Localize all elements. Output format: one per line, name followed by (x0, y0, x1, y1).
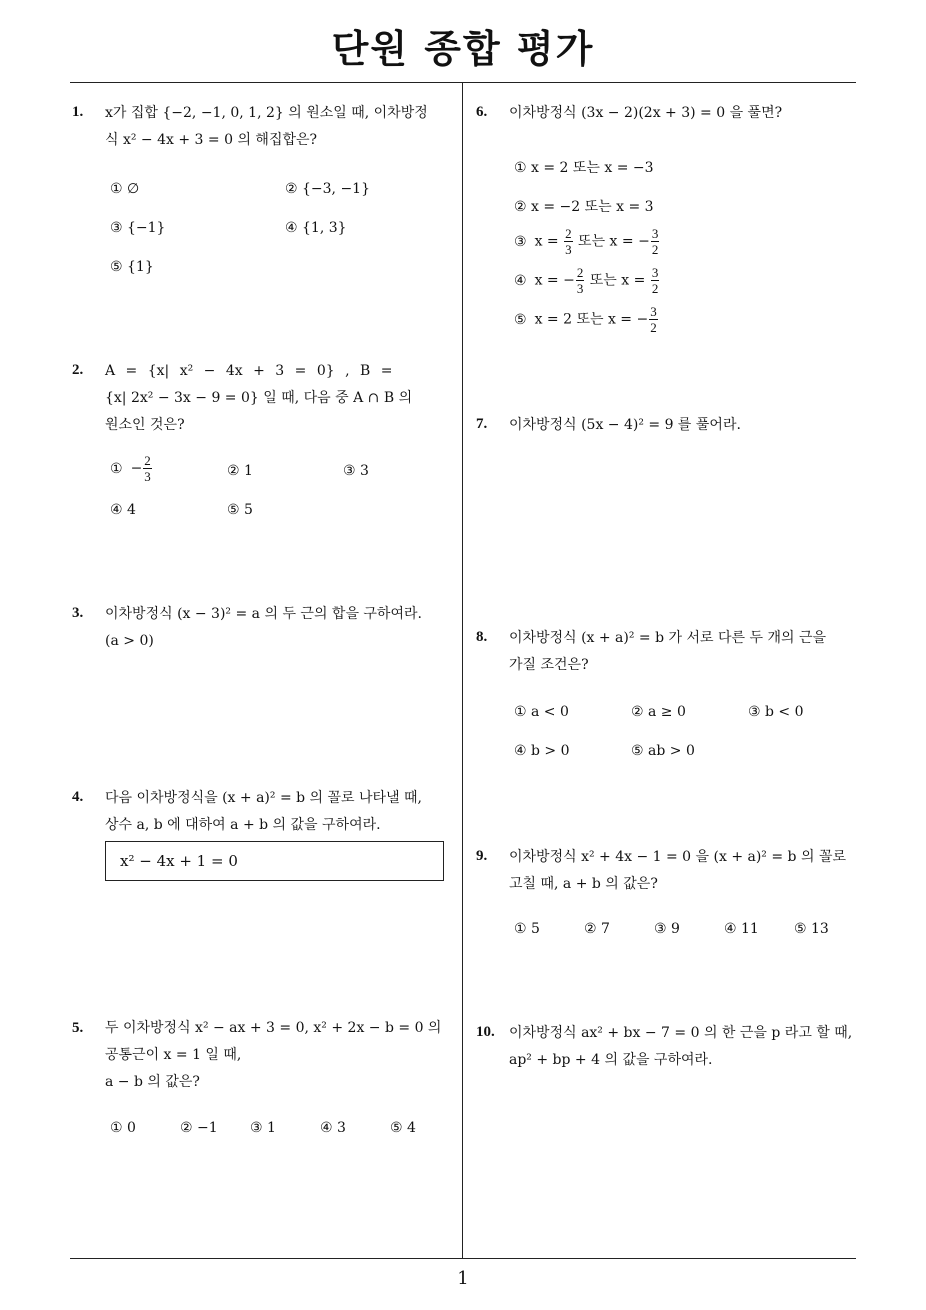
q1-choice-4[interactable]: ④ {1, 3} (285, 220, 347, 236)
question-3-number: 3. (72, 605, 84, 621)
q9-choice-2[interactable]: ② 7 (584, 921, 610, 937)
question-1-number: 1. (72, 104, 84, 120)
question-2-number: 2. (72, 362, 84, 378)
question-5-line-1: 두 이차방정식 x² − ax + 3 = 0, x² + 2x − b = 0 의 (105, 1020, 442, 1036)
q8-choice-1[interactable]: ① a < 0 (514, 704, 569, 720)
page-title: 단원 종합 평가 (331, 27, 595, 71)
question-5-text (105, 1015, 457, 1096)
fraction-numerator: 3 (650, 304, 657, 319)
q1-choice-5[interactable]: ⑤ {1} (110, 259, 154, 275)
question-1-line-2: 식 x² − 4x + 3 = 0 의 해집합은? (105, 132, 318, 148)
fraction-numerator: 3 (651, 226, 659, 241)
q5-choice-2[interactable]: ② −1 (180, 1120, 218, 1136)
fraction-numerator: 3 (651, 265, 659, 280)
q6-choice-1[interactable]: ① x = 2 또는 x = −3 (514, 160, 654, 176)
question-1-line-1: x가 집합 {−2, −1, 0, 1, 2} 의 원소일 때, 이차방정 (105, 105, 428, 121)
question-5-number: 5. (72, 1020, 84, 1036)
question-6-line-1: 이차방정식 (3x − 2)(2x + 3) = 0 을 풀면? (509, 105, 783, 121)
q6-choice-3-fraction-2 (651, 226, 660, 257)
q5-choice-5[interactable]: ⑤ 4 (390, 1120, 416, 1136)
question-8-line-2: 가질 조건은? (509, 657, 589, 673)
q1-choice-3[interactable]: ③ {−1} (110, 220, 166, 236)
q2-choice-1-fraction (143, 453, 152, 484)
question-9-text (509, 844, 861, 898)
q6-choice-5-lhs: x = 2 또는 x = − (534, 311, 649, 328)
q6-choice-4-lhs: x = − (534, 272, 575, 289)
q8-choice-3[interactable]: ③ b < 0 (748, 704, 804, 720)
q6-choice-4-mid: 또는 x = (589, 272, 646, 289)
question-6-number: 6. (476, 104, 488, 120)
question-3-line-2: (a > 0) (105, 633, 154, 649)
question-9-line-1: 이차방정식 x² + 4x − 1 = 0 을 (x + a)² = b 의 꼴로 (509, 849, 846, 865)
fraction-denominator: 3 (565, 242, 572, 257)
q9-choice-3[interactable]: ③ 9 (654, 921, 680, 937)
question-3-line-1: 이차방정식 (x − 3)² = a 의 두 근의 합을 구하여라. (105, 606, 422, 622)
question-8-text (509, 625, 861, 679)
q2-choice-1-sign: − (130, 460, 143, 477)
q6-choice-4-fraction-1 (576, 265, 585, 296)
question-4-number: 4. (72, 789, 84, 805)
question-4-line-1: 다음 이차방정식을 (x + a)² = b 의 꼴로 나타낼 때, (105, 790, 423, 806)
question-2-line-3: 원소인 것은? (105, 417, 185, 433)
q4-equation-box (105, 841, 444, 881)
q6-choice-5-fraction (649, 304, 658, 335)
q2-choice-1-mark: ① (110, 460, 123, 477)
q6-choice-3-lhs: x = (534, 233, 559, 250)
q9-choice-5[interactable]: ⑤ 13 (794, 921, 829, 937)
q6-choice-3-mark: ③ (514, 233, 527, 250)
fraction-denominator: 3 (576, 281, 584, 296)
bottom-rule (70, 1258, 856, 1259)
fraction-denominator: 2 (651, 242, 659, 257)
column-divider (462, 83, 463, 1258)
q6-choice-4-fraction-2 (651, 265, 660, 296)
question-4-line-2: 상수 a, b 에 대하여 a + b 의 값을 구하여라. (105, 817, 381, 833)
q6-choice-3[interactable] (514, 226, 660, 257)
question-10-line-1: 이차방정식 ax² + bx − 7 = 0 의 한 근을 p 라고 할 때, (509, 1025, 853, 1041)
question-9-number: 9. (476, 848, 488, 864)
q2-choice-5[interactable]: ⑤ 5 (227, 502, 253, 518)
fraction-denominator: 2 (651, 281, 659, 296)
question-6-text (509, 100, 859, 127)
q6-choice-5[interactable] (514, 304, 659, 335)
fraction-denominator: 3 (144, 469, 151, 484)
q5-choice-3[interactable]: ③ 1 (250, 1120, 276, 1136)
q4-equation: x² − 4x + 1 = 0 (120, 852, 238, 870)
fraction-numerator: 2 (565, 226, 572, 241)
q1-choice-2[interactable]: ② {−3, −1} (285, 181, 370, 197)
question-10-number: 10. (476, 1024, 495, 1040)
fraction-numerator: 2 (576, 265, 584, 280)
question-8-line-1: 이차방정식 (x + a)² = b 가 서로 다른 두 개의 근을 (509, 630, 827, 646)
question-5-line-2: 공통근이 x = 1 일 때, (105, 1047, 242, 1063)
q2-choice-3[interactable]: ③ 3 (343, 463, 369, 479)
top-rule (70, 82, 856, 83)
question-3-text (105, 601, 457, 655)
q2-choice-4[interactable]: ④ 4 (110, 502, 136, 518)
page-number: 1 (457, 1268, 469, 1289)
q6-choice-2[interactable]: ② x = −2 또는 x = 3 (514, 199, 654, 215)
question-4-text (105, 785, 457, 839)
question-9-line-2: 고칠 때, a + b 의 값은? (509, 876, 658, 892)
q8-choice-4[interactable]: ④ b > 0 (514, 743, 570, 759)
q5-choice-4[interactable]: ④ 3 (320, 1120, 346, 1136)
q1-choice-1[interactable]: ① ∅ (110, 181, 140, 197)
q5-choice-1[interactable]: ① 0 (110, 1120, 136, 1136)
q6-choice-4[interactable] (514, 265, 660, 296)
question-7-text (509, 412, 859, 439)
question-7-line-1: 이차방정식 (5x − 4)² = 9 를 풀어라. (509, 417, 741, 433)
question-5-line-3: a − b 의 값은? (105, 1074, 200, 1090)
q6-choice-3-fraction-1 (564, 226, 573, 257)
question-10-line-2: ap² + bp + 4 의 값을 구하여라. (509, 1052, 713, 1068)
question-7-number: 7. (476, 416, 488, 432)
q6-choice-4-mark: ④ (514, 272, 527, 289)
question-2-line-1: A = {x| x² − 4x + 3 = 0} , B = (105, 363, 393, 379)
q8-choice-5[interactable]: ⑤ ab > 0 (631, 743, 695, 759)
q6-choice-3-mid: 또는 x = − (578, 233, 650, 250)
question-8-number: 8. (476, 629, 488, 645)
question-10-text (509, 1020, 861, 1074)
q6-choice-5-mark: ⑤ (514, 311, 527, 328)
question-2-line-2: {x| 2x² − 3x − 9 = 0} 일 때, 다음 중 A ∩ B 의 (105, 390, 413, 406)
q2-choice-2[interactable]: ② 1 (227, 463, 253, 479)
question-1-text (105, 100, 455, 154)
fraction-denominator: 2 (650, 320, 657, 335)
q2-choice-1[interactable] (110, 453, 153, 484)
q9-choice-1[interactable]: ① 5 (514, 921, 540, 937)
q9-choice-4[interactable]: ④ 11 (724, 921, 759, 937)
question-2-text (105, 358, 457, 439)
fraction-numerator: 2 (144, 453, 151, 468)
q8-choice-2[interactable]: ② a ≥ 0 (631, 704, 686, 720)
